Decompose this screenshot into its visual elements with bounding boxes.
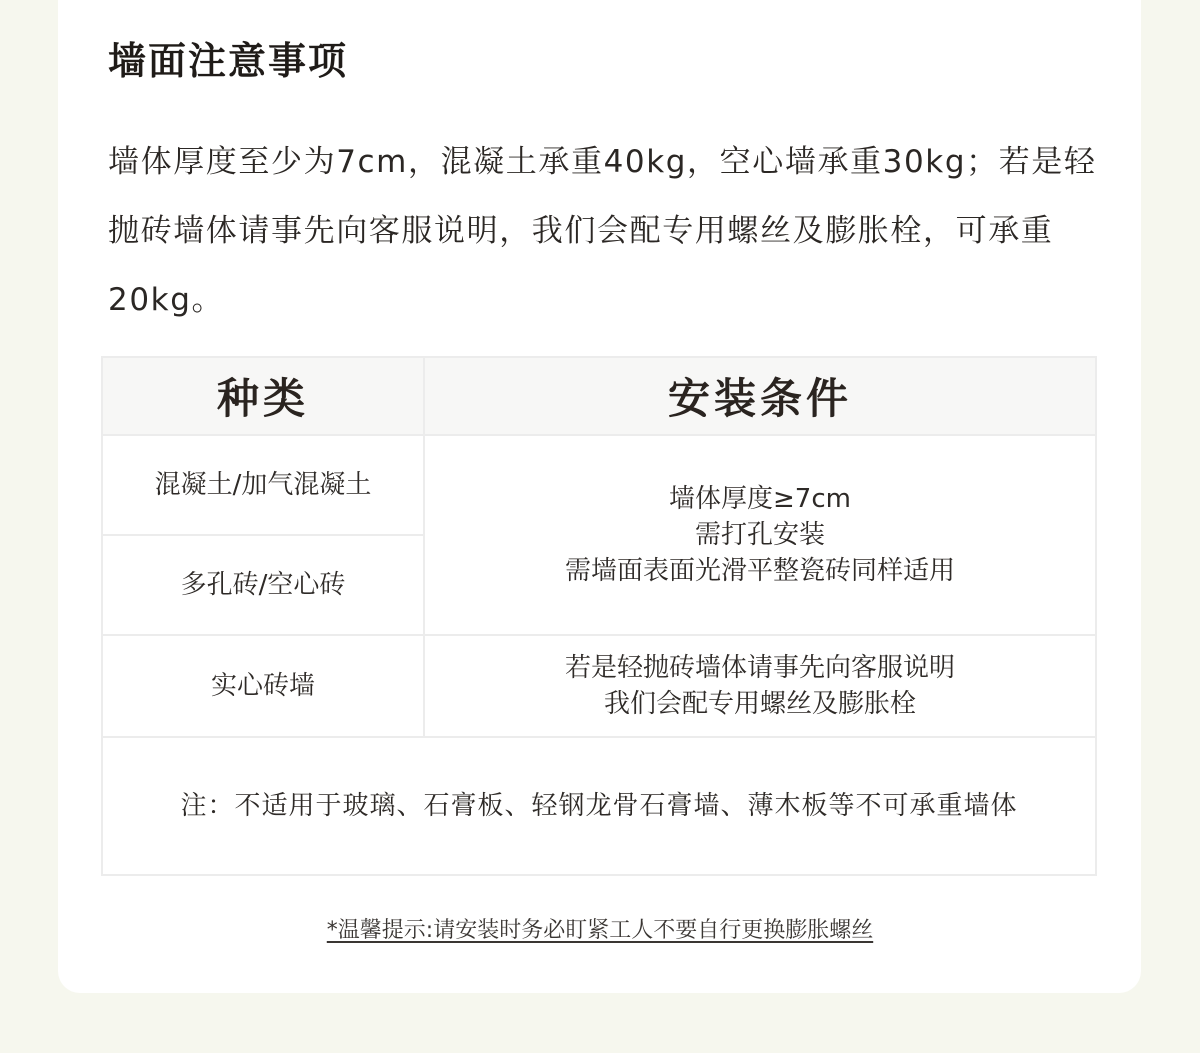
installation-table bbox=[101, 356, 1097, 876]
table-row bbox=[102, 435, 1096, 535]
intro-paragraph: 墙体厚度至少为7cm，混凝土承重40kg，空心墙承重30kg；若是轻抛砖墙体请事先向客服说明，我们会配专用螺丝及膨胀栓，可承重20kg。 bbox=[108, 144, 1097, 318]
type-cell-solid-brick: 实心砖墙 bbox=[102, 635, 424, 737]
condition-line: 需墙面表面光滑平整瓷砖同样适用 bbox=[564, 556, 955, 586]
table-row bbox=[102, 635, 1096, 737]
condition-line: 若是轻抛砖墙体请事先向客服说明 bbox=[564, 653, 955, 683]
table-note: 注：不适用于玻璃、石膏板、轻钢龙骨石膏墙、薄木板等不可承重墙体 bbox=[102, 737, 1096, 875]
header-conditions: 安装条件 bbox=[424, 357, 1096, 435]
section-title: 墙面注意事项 bbox=[108, 39, 349, 83]
header-type: 种类 bbox=[102, 357, 424, 435]
tip-container bbox=[0, 915, 1200, 947]
condition-line: 需打孔安装 bbox=[694, 520, 825, 550]
type-cell-concrete: 混凝土/加气混凝土 bbox=[102, 435, 424, 535]
condition-cell-drilling bbox=[424, 435, 1096, 635]
condition-line: 墙体厚度≥7cm bbox=[669, 484, 851, 514]
table-note-row bbox=[102, 737, 1096, 875]
condition-line: 我们会配专用螺丝及膨胀栓 bbox=[603, 689, 916, 719]
warm-tip: *温馨提示:请安装时务必盯紧工人不要自行更换膨胀螺丝 bbox=[326, 918, 874, 943]
type-cell-hollow-brick: 多孔砖/空心砖 bbox=[102, 535, 424, 635]
condition-cell-solid-brick bbox=[424, 635, 1096, 737]
table-header-row bbox=[102, 357, 1096, 435]
